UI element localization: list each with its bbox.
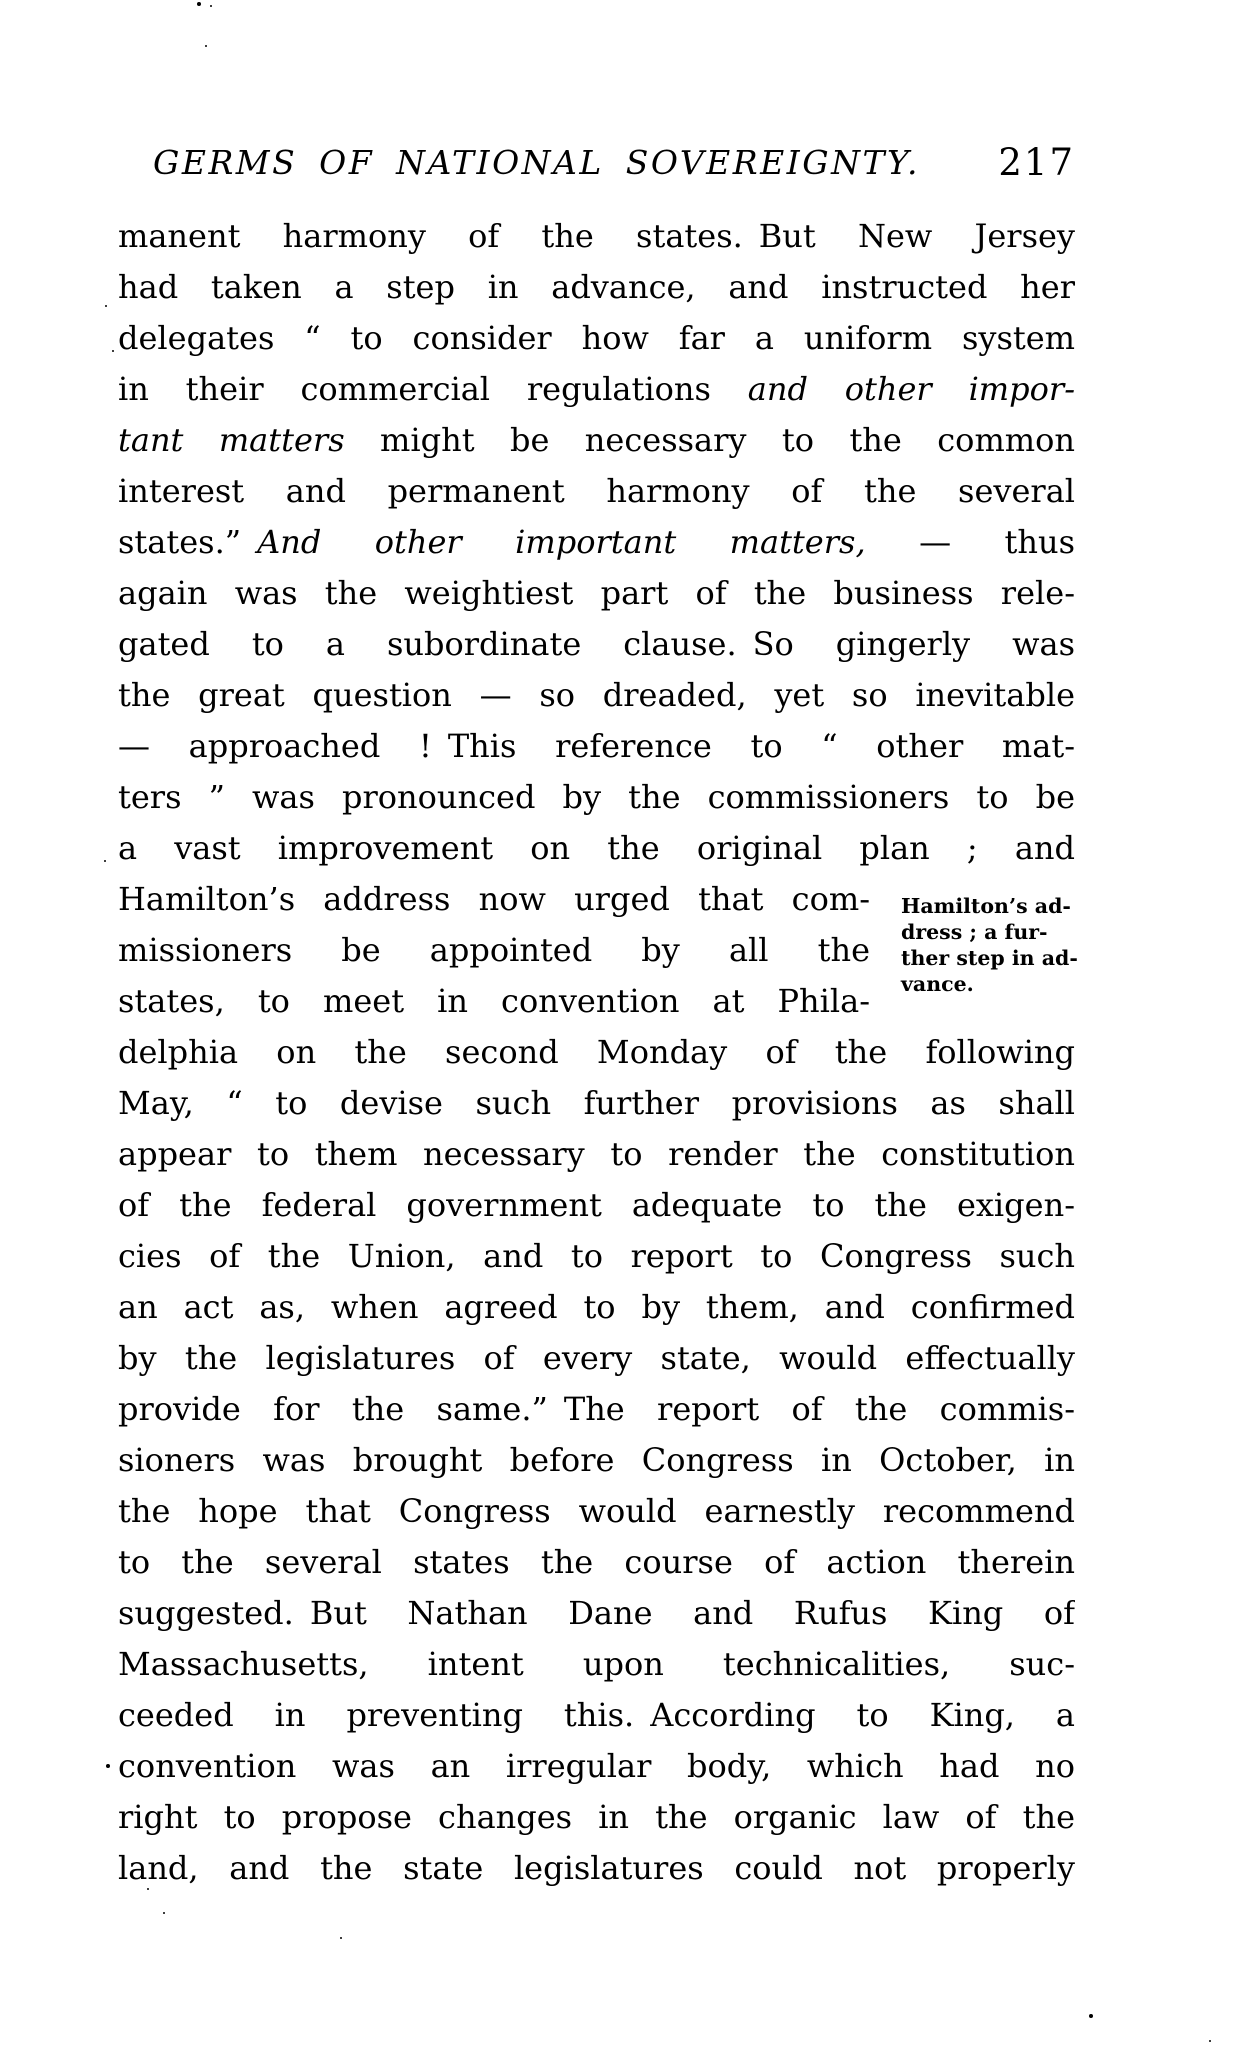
text-line — [118, 466, 1075, 517]
text-run: again was the weightiest part of the business rele- — [118, 574, 1075, 612]
text-line — [118, 976, 870, 1027]
italic-phrase: and other impor- — [747, 370, 1075, 408]
text-run: to the several states the course of action therein — [118, 1543, 1075, 1581]
text-line — [118, 772, 1075, 823]
italic-phrase: tant matters — [118, 421, 345, 459]
text-line — [118, 415, 1075, 466]
text-line — [118, 364, 1075, 415]
text-run: manent harmony of the states. But New Jersey — [118, 217, 1075, 255]
margin-note-line: dress ; a fur- — [901, 920, 1048, 944]
text-line — [118, 1282, 1075, 1333]
text-run: delegates “ to consider how far a uniform system — [118, 319, 1075, 357]
text-line — [118, 313, 1075, 364]
text-run: convention was an irregular body, which had no — [118, 1747, 1075, 1785]
text-run: Hamilton’s address now urged that com- — [118, 880, 870, 918]
margin-note-line: Hamilton’s ad- — [901, 894, 1071, 918]
text-line — [118, 721, 1075, 772]
text-run: had taken a step in advance, and instructed her — [118, 268, 1075, 306]
text-run: — approached ! This reference to “ other mat- — [118, 727, 1075, 765]
text-run: May, “ to devise such further provisions as shall — [118, 1084, 1075, 1122]
text-run: right to propose changes in the organic law of the — [118, 1798, 1075, 1836]
text-line — [118, 211, 1075, 262]
text-run: gated to a subordinate clause. So gingerly was — [118, 625, 1075, 663]
text-line — [118, 1027, 1075, 1078]
running-head — [118, 137, 1075, 189]
text-run: ceeded in preventing this. According to King, a — [118, 1696, 1075, 1734]
text-line — [118, 1537, 1075, 1588]
text-line — [118, 1843, 1075, 1894]
margin-note-line: ther step in ad- — [901, 946, 1078, 970]
text-run: delphia on the second Monday of the following — [118, 1033, 1075, 1071]
text-run: states.” — [118, 523, 258, 561]
text-line — [118, 1639, 1075, 1690]
text-run: in their commercial regulations — [118, 370, 748, 408]
text-run: — thus — [865, 523, 1075, 561]
body-text — [118, 211, 1075, 1894]
text-line — [118, 670, 1075, 721]
text-run: might be necessary to the common — [344, 421, 1075, 459]
text-line — [118, 1435, 1075, 1486]
text-line — [118, 1384, 1075, 1435]
text-line — [118, 619, 1075, 670]
text-run: the hope that Congress would earnestly recommend — [118, 1492, 1075, 1530]
text-line — [118, 1588, 1075, 1639]
text-line — [118, 1741, 1075, 1792]
text-run: sioners was brought before Congress in October, in — [118, 1441, 1075, 1479]
text-run: states, to meet in convention at Phila- — [118, 982, 870, 1020]
chapter-title: GERMS OF NATIONAL SOVEREIGNTY. — [153, 143, 920, 182]
text-run: a vast improvement on the original plan ; and — [118, 829, 1075, 867]
text-line — [118, 1690, 1075, 1741]
text-line — [118, 568, 1075, 619]
text-line — [118, 1180, 1075, 1231]
text-line — [118, 1486, 1075, 1537]
text-line — [118, 1333, 1075, 1384]
text-run: missioners be appointed by all the — [118, 931, 870, 969]
text-run: interest and permanent harmony of the several — [118, 472, 1075, 510]
text-run: suggested. But Nathan Dane and Rufus King of — [118, 1594, 1075, 1632]
text-line — [118, 262, 1075, 313]
text-run: the great question — so dreaded, yet so inevitable — [118, 676, 1075, 714]
text-line — [118, 1129, 1075, 1180]
text-line — [118, 823, 1075, 874]
text-run: land, and the state legislatures could not properly — [118, 1849, 1075, 1887]
text-run: appear to them necessary to render the constitution — [118, 1135, 1075, 1173]
text-run: ters ” was pronounced by the commissioners to be — [118, 778, 1075, 816]
text-line — [118, 925, 870, 976]
page-number: 217 — [998, 141, 1075, 184]
text-line — [118, 1231, 1075, 1282]
text-run: provide for the same.” The report of the commis- — [118, 1390, 1075, 1428]
text-run: by the legislatures of every state, would effectually — [118, 1339, 1075, 1377]
text-line — [118, 874, 870, 925]
text-line — [118, 1078, 1075, 1129]
margin-note-line: vance. — [901, 972, 974, 996]
text-run: an act as, when agreed to by them, and confirmed — [118, 1288, 1075, 1326]
text-run: of the federal government adequate to the exigen- — [118, 1186, 1075, 1224]
text-run: cies of the Union, and to report to Congress such — [118, 1237, 1075, 1275]
scan-speck-noise — [0, 0, 2, 2]
margin-note — [901, 893, 1101, 997]
text-line — [118, 517, 1075, 568]
italic-phrase: And other important matters, — [257, 523, 866, 561]
text-run: Massachusetts, intent upon technicalities, suc- — [118, 1645, 1075, 1683]
text-line — [118, 1792, 1075, 1843]
